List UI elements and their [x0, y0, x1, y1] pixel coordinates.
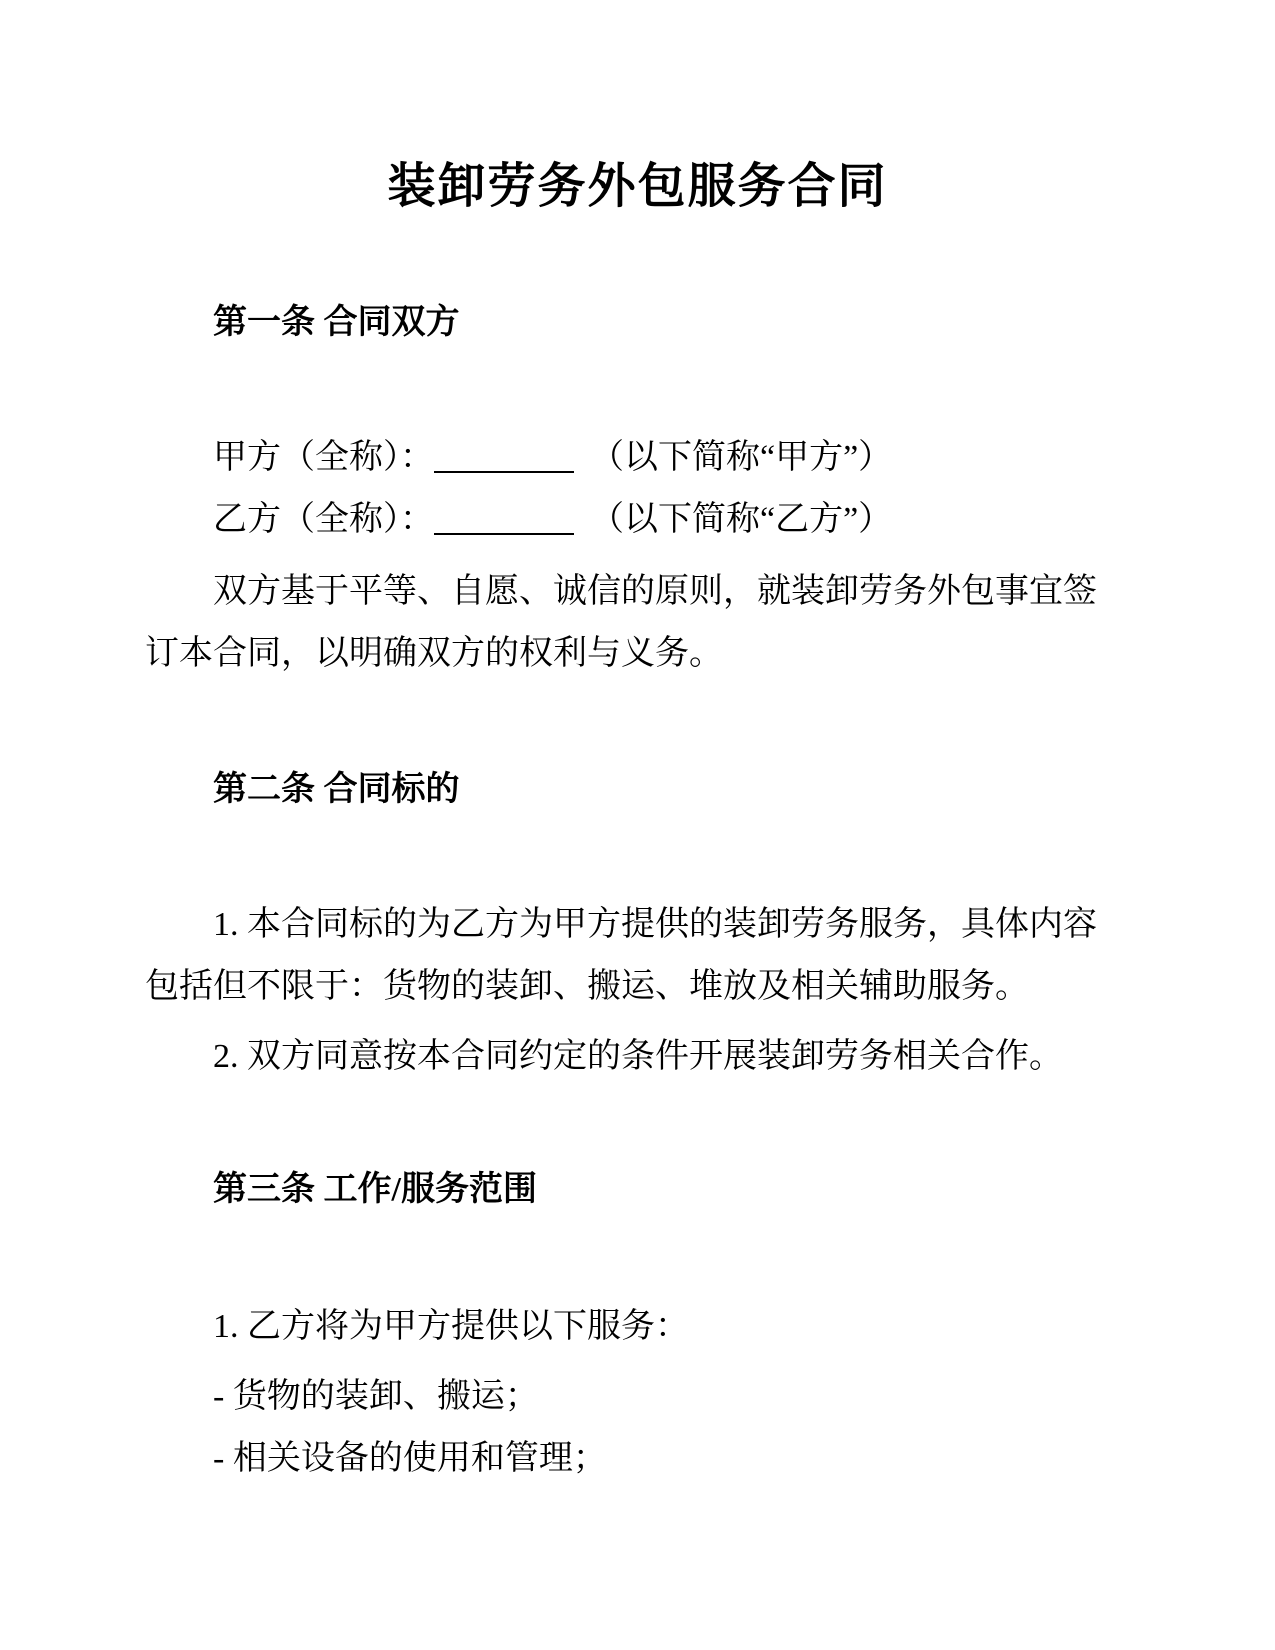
document-title: 装卸劳务外包服务合同: [387, 160, 888, 213]
article-3-service-list: [145, 1366, 1130, 1490]
party-b-label: 乙方（全称）：: [213, 501, 434, 538]
article-3-heading: 第三条 工作/服务范围: [213, 1171, 537, 1208]
article-1-intro-paragraph: 双方基于平等、自愿、诚信的原则，就装卸劳务外包事宜签订本合同，以明确双方的权利与义务。: [145, 573, 1097, 672]
article-2-clause-1: 1. 本合同标的为乙方为甲方提供的装卸劳务服务，具体内容包括但不限于：货物的装卸、搬运、堆放及相关辅助服务。: [145, 906, 1097, 1005]
party-a-suffix: （以下简称“甲方”）: [590, 439, 893, 476]
service-list-item: - 货物的装卸、搬运；: [213, 1378, 539, 1415]
article-2-heading: 第二条 合同标的: [213, 771, 460, 808]
service-list-item: - 相关设备的使用和管理；: [213, 1440, 607, 1477]
party-b-blank-field[interactable]: [434, 533, 574, 535]
party-b-line: [145, 489, 1130, 551]
party-a-blank-field[interactable]: [434, 471, 574, 473]
document-body: [145, 0, 1130, 1490]
party-b-suffix: （以下简称“乙方”）: [590, 501, 893, 538]
article-2-clause-2: 2. 双方同意按本合同约定的条件开展装卸劳务相关合作。: [213, 1038, 1063, 1075]
party-a-line: [145, 427, 1130, 489]
article-1-heading: 第一条 合同双方: [213, 304, 460, 341]
party-a-label: 甲方（全称）：: [213, 439, 434, 476]
article-3-clause-1: 1. 乙方将为甲方提供以下服务：: [213, 1308, 689, 1345]
